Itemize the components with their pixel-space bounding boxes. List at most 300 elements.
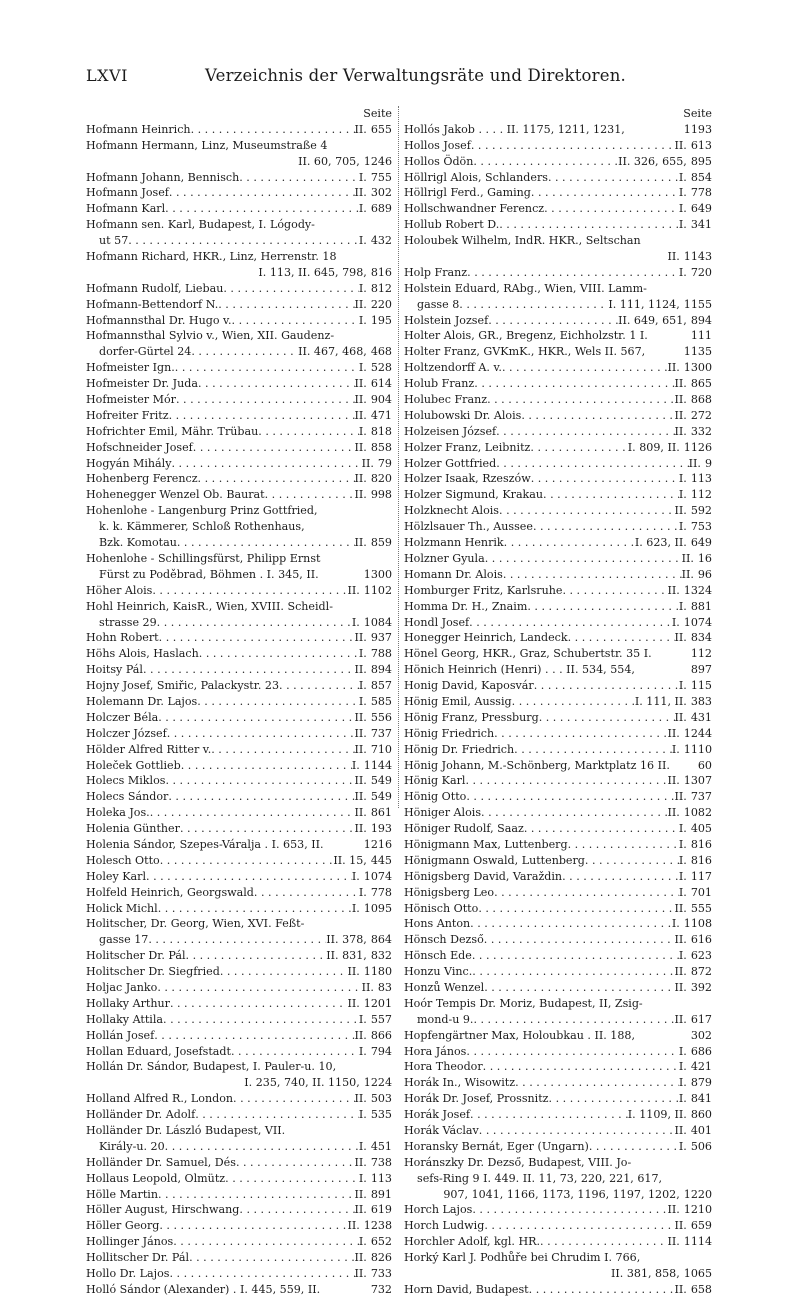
entry-name: Holick Michl <box>86 901 158 915</box>
index-entry <box>404 646 712 662</box>
entry-reference: II. <box>354 806 367 820</box>
index-entry <box>404 980 712 996</box>
index-entry <box>86 344 392 360</box>
index-entry <box>86 726 392 742</box>
entry-page-number: 1143 <box>683 250 712 264</box>
entry-page-number: 272 <box>690 408 712 422</box>
entry-reference: I. <box>358 1139 367 1153</box>
entry-page-number: 841 <box>690 1092 712 1106</box>
index-entry <box>86 281 392 297</box>
entry-reference: II. <box>354 1028 367 1042</box>
seite-label: Seite <box>683 107 712 120</box>
leader-dots <box>524 821 679 837</box>
index-entry <box>404 742 712 758</box>
index-entry <box>404 1075 712 1091</box>
index-entry <box>404 1044 712 1060</box>
entry-page-number: 16 <box>697 551 712 565</box>
entry-page-number: 1155 <box>683 297 712 311</box>
index-entry <box>404 328 712 344</box>
entry-name: Holländer Dr. Samuel, Dés <box>86 1155 236 1169</box>
entry-name: Horansky Bernát, Eger (Ungarn) <box>404 1139 589 1153</box>
index-entry <box>86 1107 392 1123</box>
entry-page-number: 859 <box>370 536 392 550</box>
entry-page-number: 549 <box>370 774 392 788</box>
index-entry <box>86 1139 392 1155</box>
entry-name: Holp Franz <box>404 265 468 279</box>
entry-reference: II. <box>674 1124 687 1137</box>
index-entry <box>404 916 712 932</box>
entry-name: Hofmann Johann, Bennisch <box>86 170 240 184</box>
entry-page-number: 891 <box>370 1187 392 1201</box>
entry-reference: I. <box>678 170 687 184</box>
entry-page-number: 421 <box>690 1060 712 1074</box>
entry-line <box>86 328 392 344</box>
entry-reference: II. <box>354 1155 367 1169</box>
entry-page-number: 113 <box>370 1171 392 1185</box>
entry-page-number: 445 <box>370 853 392 867</box>
entry-reference: II. <box>354 440 367 454</box>
entry-page-number: 506 <box>690 1139 712 1153</box>
leader-dots <box>163 1012 359 1028</box>
entry-name: Hollaus Leopold, Olmütz <box>86 1171 226 1185</box>
leader-dots <box>154 1028 354 1044</box>
entry-page-number: 778 <box>690 186 712 200</box>
leader-dots <box>494 885 679 901</box>
leader-dots <box>469 615 672 631</box>
entry-page-number: 9 <box>704 456 712 470</box>
leader-dots <box>193 440 355 456</box>
entry-continuation <box>86 1075 392 1091</box>
entry-name: Horák Dr. Josef, Prossnitz <box>404 1092 549 1106</box>
entry-page-number: 117 <box>690 869 712 883</box>
leader-dots <box>470 1107 628 1123</box>
entry-page-number: 1102 <box>363 583 392 597</box>
entry-reference: I. <box>358 234 367 248</box>
entry-line <box>86 138 392 154</box>
index-entry <box>86 471 392 487</box>
leader-dots <box>128 233 359 249</box>
index-entry <box>404 758 712 774</box>
entry-name: Holubec Franz <box>404 393 488 407</box>
index-entry <box>86 583 392 599</box>
entry-name: Holländer Dr. László Budapest, VII. <box>86 1124 286 1137</box>
index-entry <box>404 535 712 551</box>
entry-reference: I. <box>678 1044 687 1058</box>
entry-name: Hönig Friedrich <box>404 726 495 740</box>
entry-name: Hoitsy Pál <box>86 663 143 677</box>
leader-dots <box>484 980 674 996</box>
leader-dots <box>473 1012 674 1028</box>
entry-reference: II. 60, 705, <box>298 154 360 168</box>
leader-dots <box>504 535 635 551</box>
entry-name: Holczer Béla <box>86 710 159 724</box>
entry-name: Holjac Janko <box>86 980 158 994</box>
leader-dots <box>165 773 354 789</box>
index-entry <box>404 185 712 201</box>
entry-name: Hopfengärtner Max, Holoubkau . II. 188, <box>404 1028 635 1042</box>
entry-page-number: 111 <box>690 329 712 343</box>
index-entry <box>86 630 392 646</box>
entry-name: Hojny Josef, Smiřic, Palackystr. 23 <box>86 679 280 693</box>
entry-name: Holstein Eduard, RAbg., Wien, VIII. Lamm- <box>404 281 647 295</box>
index-entry <box>404 853 712 869</box>
index-entry <box>404 392 712 408</box>
entry-page-number: 556 <box>370 710 392 724</box>
entry-name: Hönsch Dezső <box>404 933 484 947</box>
entry-reference: I. <box>358 202 367 216</box>
entry-page-number: 431 <box>690 710 712 724</box>
entry-page-number: 854 <box>690 170 712 184</box>
entry-page-number: 865 <box>690 377 712 391</box>
entry-name: Holzner Gyula <box>404 551 485 565</box>
entry-page-number: 1224 <box>363 1076 392 1090</box>
entry-reference: II. 649, 651, <box>618 313 687 327</box>
index-entry <box>404 932 712 948</box>
entry-reference: I. <box>358 281 367 295</box>
entry-page-number: 866 <box>370 1028 392 1042</box>
leader-dots <box>488 313 618 329</box>
index-entry <box>404 519 712 535</box>
entry-page-number: 113 <box>690 472 712 486</box>
leader-dots <box>169 1266 354 1282</box>
entry-page-number: 733 <box>370 1267 392 1281</box>
entry-name: Hönig Otto <box>404 790 467 804</box>
entry-reference: II. <box>674 980 687 994</box>
index-entry <box>404 662 712 678</box>
entry-reference: II. <box>688 456 701 470</box>
entry-page-number: 96 <box>697 567 712 581</box>
entry-page-number: 788 <box>370 647 392 661</box>
entry-page-number: 535 <box>370 1108 392 1122</box>
spacer <box>645 344 680 360</box>
entry-name: Hofmeister Ign. <box>86 361 175 375</box>
entry-line <box>404 1250 712 1266</box>
index-entry <box>404 360 712 376</box>
entry-page-number: 112 <box>690 647 712 661</box>
entry-reference: I. <box>678 1139 687 1153</box>
index-entry <box>404 1012 712 1028</box>
entry-name: Hogyán Mihály <box>86 456 172 470</box>
leader-dots <box>158 710 354 726</box>
entry-page-number: 895 <box>690 154 712 168</box>
entry-page-number: 897 <box>690 663 712 677</box>
index-entry <box>86 980 392 996</box>
leader-dots <box>157 615 352 631</box>
entry-page-number: 549 <box>370 790 392 804</box>
leader-dots <box>466 1044 679 1060</box>
entry-page-number: 1220 <box>683 1187 712 1201</box>
leader-dots <box>236 1155 355 1171</box>
entry-page-number: 1216 <box>363 837 392 851</box>
index-entry <box>404 154 712 170</box>
entry-name: Hohenberg Ferencz <box>86 472 198 486</box>
entry-page-number: 1244 <box>683 726 712 740</box>
entry-name: Hönig Karl <box>404 774 466 788</box>
entry-page-number: 737 <box>690 790 712 804</box>
entry-line <box>86 599 392 615</box>
index-entry <box>404 344 712 360</box>
entry-reference: II. <box>354 726 367 740</box>
entry-page-number: 649 <box>690 202 712 216</box>
leader-dots <box>198 471 355 487</box>
index-entry <box>86 1250 392 1266</box>
leader-dots <box>503 567 682 583</box>
entry-name: Hohenlohe - Langenburg Prinz Gottfried, <box>86 504 318 518</box>
index-entry <box>86 1218 392 1234</box>
entry-page-number: 1180 <box>363 965 392 979</box>
leader-dots <box>169 408 355 424</box>
leader-dots <box>562 869 679 885</box>
index-entry <box>404 551 712 567</box>
index-entry <box>404 583 712 599</box>
entry-reference: II. <box>667 583 680 597</box>
entry-page-number: 1324 <box>683 583 712 597</box>
entry-page-number: 616 <box>690 933 712 947</box>
leader-dots <box>483 1059 679 1075</box>
entry-reference: I. <box>358 361 367 375</box>
entry-name: Honegger Heinrich, Landeck <box>404 631 568 645</box>
leader-dots <box>478 901 674 917</box>
entry-reference: I. <box>678 1076 687 1090</box>
index-entry <box>404 1202 712 1218</box>
entry-reference: I. <box>358 1108 367 1122</box>
entry-name: Holitscher Dr. Pál <box>86 949 186 963</box>
entry-name: Holesch Otto <box>86 853 160 867</box>
index-entry <box>86 869 392 885</box>
entry-page-number: 619 <box>370 1203 392 1217</box>
index-entry <box>404 408 712 424</box>
index-entry <box>404 1059 712 1075</box>
entry-line <box>404 233 712 249</box>
leader-dots <box>470 916 672 932</box>
entry-reference: II. <box>674 710 687 724</box>
entry-page-number: 658 <box>690 1282 712 1296</box>
entry-reference: I. <box>351 758 360 772</box>
entry-name: Horn David, Budapest <box>404 1282 529 1296</box>
index-entry <box>404 678 712 694</box>
index-entry <box>86 567 392 583</box>
index-entry <box>86 1091 392 1107</box>
entry-name: Horák Václav <box>404 1124 479 1137</box>
entry-page-number: 451 <box>370 1139 392 1153</box>
entry-name: Horch Lajos <box>404 1203 473 1217</box>
entry-page-number: 1238 <box>363 1219 392 1233</box>
index-entry <box>86 1155 392 1171</box>
entry-reference: II. <box>667 806 680 820</box>
entry-page-number: 302 <box>690 1028 712 1042</box>
leader-dots <box>521 408 674 424</box>
leader-dots <box>484 1218 674 1234</box>
index-entry <box>86 901 392 917</box>
entry-page-number: 879 <box>690 1076 712 1090</box>
entry-page-number: 659 <box>690 1219 712 1233</box>
entry-name: Holzmann Henrik <box>404 536 504 550</box>
entry-page-number: 528 <box>370 361 392 375</box>
leader-dots <box>499 503 675 519</box>
entry-page-number: 623 <box>690 949 712 963</box>
leader-dots <box>146 869 352 885</box>
entry-name: Holländer Dr. Adolf <box>86 1108 196 1122</box>
entry-reference: I. 809, II. <box>627 440 680 454</box>
entry-name: gasse 8 <box>417 297 460 311</box>
entry-reference: II. <box>347 1219 360 1233</box>
entry-page-number: 1300 <box>683 361 712 375</box>
index-entry <box>404 615 712 631</box>
entry-page-number: 753 <box>690 520 712 534</box>
index-entry <box>86 662 392 678</box>
leader-dots <box>544 201 679 217</box>
entry-reference: II. <box>354 1251 367 1265</box>
entry-page-number: 861 <box>370 806 392 820</box>
leader-dots <box>176 392 355 408</box>
leader-dots <box>172 456 362 472</box>
entry-page-number: 778 <box>370 885 392 899</box>
entry-name: Horák In., Wisowitz <box>404 1076 516 1090</box>
entry-page-number: 613 <box>690 138 712 152</box>
leader-dots <box>562 583 667 599</box>
index-entry <box>404 122 712 138</box>
entry-reference: I. <box>358 1171 367 1185</box>
index-entry <box>86 853 392 869</box>
entry-name: Fürst zu Poděbrad, Böhmen . I. 345, II. <box>99 567 319 581</box>
entry-name: Holenia Sándor, Szepes-Váralja . I. 653, II. <box>86 837 324 851</box>
leader-dots <box>233 1091 354 1107</box>
entry-name: Holeka Jos. <box>86 806 150 820</box>
entry-line <box>404 1155 712 1171</box>
index-entry <box>404 424 712 440</box>
leader-dots <box>568 630 675 646</box>
entry-reference: II. <box>354 1267 367 1281</box>
entry-name: Holey Karl <box>86 869 147 883</box>
entry-reference: I. 111, 1124, <box>608 297 680 311</box>
spacer <box>635 1028 687 1044</box>
entry-reference: I. <box>678 265 687 279</box>
leader-dots <box>589 1139 679 1155</box>
entry-name: Holló Sándor (Alexander) . I. 445, 559, II. <box>86 1282 321 1296</box>
index-entry <box>404 1218 712 1234</box>
entry-name: Hohenegger Wenzel Ob. Baurat <box>86 488 265 502</box>
entry-page-number: 468 <box>370 345 392 359</box>
entry-page-number: 617 <box>690 1012 712 1026</box>
leader-dots <box>465 773 667 789</box>
entry-name: Hofmann Rudolf, Liebau <box>86 281 224 295</box>
index-entry <box>86 948 392 964</box>
entry-name: Holter Alois, GR., Bregenz, Eichholzstr. 1 I. <box>404 329 648 343</box>
leader-dots <box>585 853 679 869</box>
entry-page-number: 401 <box>690 1124 712 1137</box>
entry-page-number: 83 <box>377 980 392 994</box>
entry-page-number: 816 <box>690 837 712 851</box>
entry-name: Hollós Jakob . . . . II. 1175, 1211, 1231, <box>404 122 625 136</box>
entry-name: Hoór Tempis Dr. Moriz, Budapest, II, Zsig- <box>404 996 643 1010</box>
index-entry <box>404 297 712 313</box>
index-entry <box>404 1123 712 1139</box>
index-entry <box>404 201 712 217</box>
leader-dots <box>177 535 355 551</box>
entry-reference: II. <box>354 297 367 311</box>
entry-name: Honig David, Kaposvár <box>404 679 534 693</box>
entry-line <box>86 249 392 265</box>
entry-name: Hofmannsthal Sylvio v., Wien, XII. Gaudenz- <box>86 329 335 343</box>
leader-dots <box>223 281 359 297</box>
entry-page-number: 864 <box>370 933 392 947</box>
entry-reference: II. <box>674 790 687 804</box>
index-entry <box>404 948 712 964</box>
entry-line <box>86 1123 392 1139</box>
entry-reference: II. <box>354 472 367 486</box>
entry-name: Höniger Alois <box>404 806 482 820</box>
leader-dots <box>494 726 667 742</box>
leader-dots <box>487 392 674 408</box>
entry-reference: I. <box>678 822 687 836</box>
entry-name: Homann Dr. Alois <box>404 567 503 581</box>
entry-line <box>86 916 392 932</box>
leader-dots <box>496 456 688 472</box>
index-entry <box>86 1266 392 1282</box>
index-entry <box>86 678 392 694</box>
entry-name: Honzu Vinc. <box>404 965 473 979</box>
entry-name: Horký Karl J. Podhůře bei Chrudim I. 766, <box>404 1251 641 1265</box>
entry-reference: II. <box>361 980 374 994</box>
entry-name: Holzer Sigmund, Krakau <box>404 488 544 502</box>
leader-dots <box>180 821 355 837</box>
index-entry <box>86 1234 392 1250</box>
leader-dots <box>258 424 359 440</box>
entry-name: Hofmann sen. Karl, Budapest, I. Lógody- <box>86 218 315 232</box>
index-entry <box>86 297 392 313</box>
entry-reference: II. <box>674 408 687 422</box>
entry-name: Holemann Dr. Lajos <box>86 694 198 708</box>
entry-reference: II. <box>361 456 374 470</box>
page-title: Verzeichnis der Verwaltungsräte und Direktoren. <box>205 66 627 85</box>
entry-name: Hofmann Hermann, Linz, Museumstraße 4 <box>86 138 328 152</box>
entry-name: Honzů Wenzel <box>404 980 485 994</box>
entry-page-number: 868 <box>690 393 712 407</box>
leader-dots <box>474 376 674 392</box>
index-entry <box>404 805 712 821</box>
entry-reference: II. <box>354 790 367 804</box>
leader-dots <box>239 170 359 186</box>
leader-dots <box>467 265 679 281</box>
entry-page-number: 820 <box>370 472 392 486</box>
entry-reference: II. <box>354 408 367 422</box>
entry-page-number: 60 <box>697 758 712 772</box>
leader-dots <box>160 853 334 869</box>
leader-dots <box>181 758 352 774</box>
entry-reference: I. <box>678 599 687 613</box>
leader-dots <box>499 217 679 233</box>
index-entry <box>86 170 392 186</box>
leader-dots <box>481 805 667 821</box>
spacer <box>670 758 694 774</box>
entry-page-number: 1300 <box>363 567 392 581</box>
index-entry <box>86 456 392 472</box>
entry-reference: II. <box>354 1092 367 1106</box>
entry-page-number: 737 <box>370 726 392 740</box>
entry-reference: II. <box>667 250 680 264</box>
entry-reference: I. <box>678 949 687 963</box>
entry-reference: I. <box>358 1012 367 1026</box>
entry-name: ut 57 <box>99 234 129 248</box>
entry-page-number: 998 <box>370 488 392 502</box>
entry-page-number: 302 <box>370 186 392 200</box>
entry-page-number: 826 <box>370 1251 392 1265</box>
leader-dots <box>225 1171 359 1187</box>
spacer <box>625 122 680 138</box>
index-entry <box>86 233 392 249</box>
index-entry <box>404 694 712 710</box>
entry-page-number: 1074 <box>683 615 712 629</box>
